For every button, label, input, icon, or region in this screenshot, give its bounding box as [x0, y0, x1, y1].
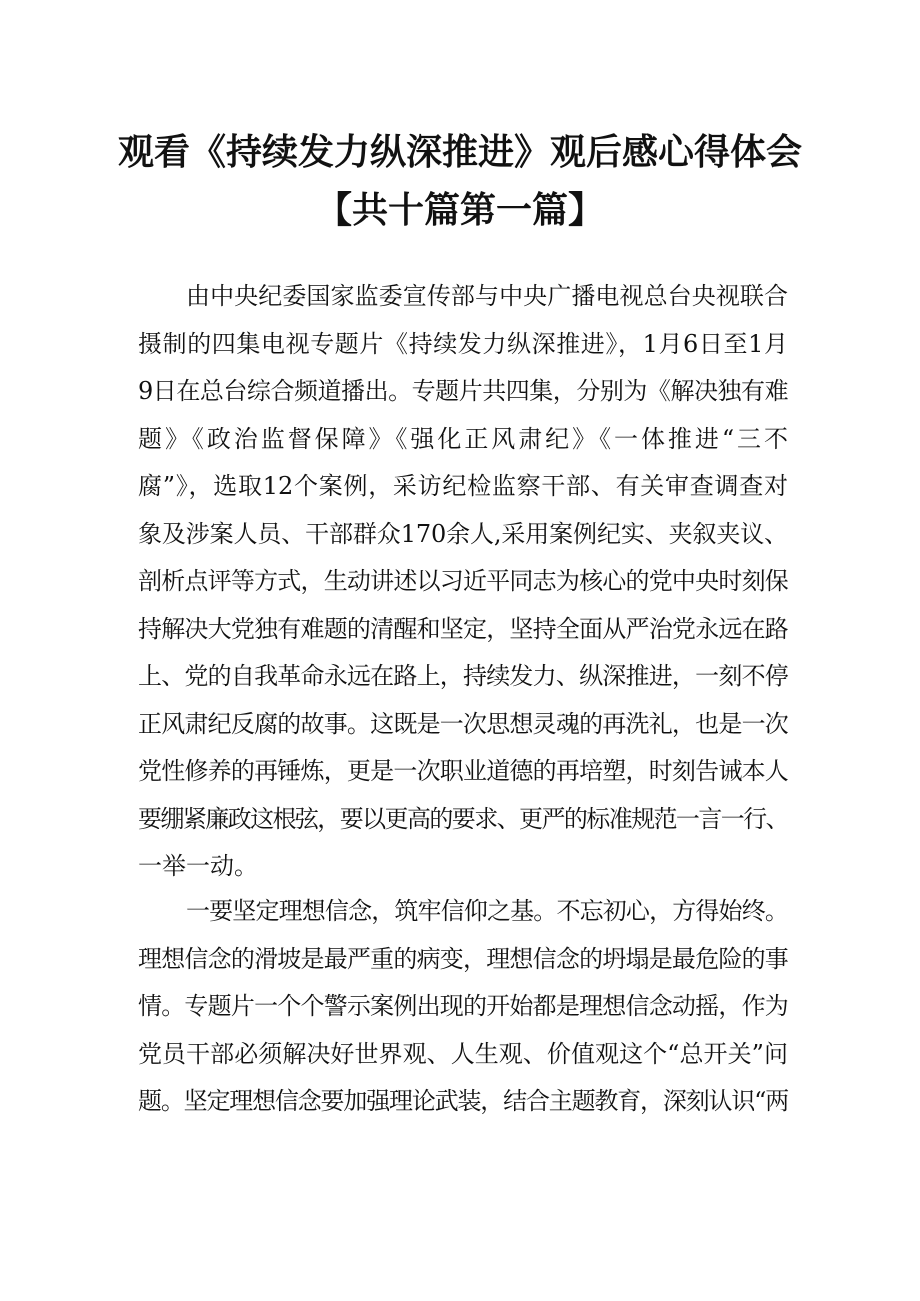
paragraph-line: 党性修养的再锤炼，更是一次职业道德的再培塑，时刻告诫本人 [138, 757, 788, 785]
paragraph-line: 摄制的四集电视专题片《持续发力纵深推进》，1月6日至1月 [138, 329, 788, 358]
paragraph-line: 正风肃纪反腐的故事。这既是一次思想灵魂的再洗礼，也是一次 [138, 709, 788, 738]
paragraph-line: 由中央纪委国家监委宣传部与中央广播电视总台央视联合 [186, 282, 788, 310]
paragraph-line: 要绷紧廉政这根弦，要以更高的要求、更严的标准规范一言一行、 [138, 804, 788, 833]
paragraph-2 [138, 888, 788, 1126]
paragraph-line: 象及涉案人员、干部群众170余人,采用案例纪实、夹叙夹议、 [138, 519, 788, 548]
paragraph-line: 题》《政治监督保障》《强化正风肃纪》《一体推进“三不 [138, 424, 788, 453]
paragraph-line: 题。坚定理想信念要加强理论武装，结合主题教育，深刻认识“两 [138, 1087, 789, 1115]
paragraph-line: 9日在总台综合频道播出。专题片共四集，分别为《解决独有难 [138, 377, 789, 405]
paragraph-1 [138, 273, 788, 891]
paragraph-line: 一要坚定理想信念，筑牢信仰之基。不忘初心，方得始终。 [186, 897, 788, 925]
paragraph-line: 党员干部必须解决好世界观、人生观、价值观这个“总开关”问 [138, 1039, 788, 1068]
paragraph-line: 剖析点评等方式，生动讲述以习近平同志为核心的党中央时刻保 [138, 567, 788, 595]
paragraph-line: 腐”》，选取12个案例，采访纪检监察干部、有关审查调查对 [138, 472, 788, 500]
paragraph-line: 理想信念的滑坡是最严重的病变，理想信念的坍塌是最危险的事 [138, 944, 788, 973]
paragraph-line: 上、党的自我革命永远在路上，持续发力、纵深推进，一刻不停 [138, 662, 788, 690]
paragraph-line: 情。专题片一个个警示案例出现的开始都是理想信念动摇，作为 [138, 992, 788, 1020]
document-subtitle: 【共十篇第一篇】 [315, 190, 604, 231]
paragraph-line: 一举一动。 [138, 852, 258, 880]
document-title: 观看《持续发力纵深推进》观后感心得体会 [117, 132, 802, 173]
paragraph-line: 持解决大党独有难题的清醒和坚定，坚持全面从严治党永远在路 [138, 614, 788, 643]
